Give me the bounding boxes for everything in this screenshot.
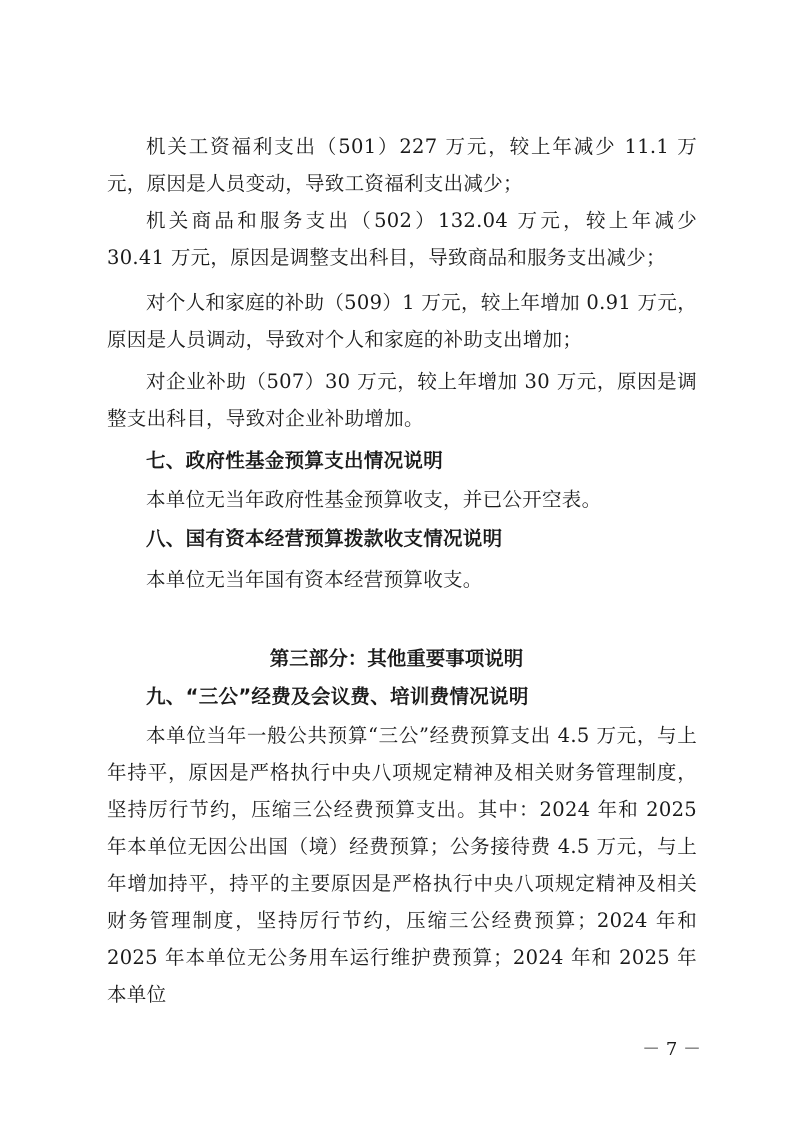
- paragraph-enterprise-subsidy: 对企业补助（507）30 万元，较上年增加 30 万元，原因是调整支出科目，导致对企业补助增加。: [107, 370, 697, 430]
- part-3-title: 第三部分：其他重要事项说明: [269, 647, 524, 670]
- paragraph-wage-welfare-expenditure: 机关工资福利支出（501）227 万元，较上年减少 11.1 万元，原因是人员变动，导致工资福利支出减少；: [107, 135, 697, 195]
- section-9-heading: 九、“三公”经费及会议费、培训费情况说明: [146, 685, 529, 708]
- section-9-body: 本单位当年一般公共预算“三公”经费预算支出 4.5 万元，与上年持平，原因是严格执行中央八项规定精神及相关财务管理制度，坚持厉行节约，压缩三公经费预算支出。其中：2024 年和 2025 年本单位无因公出国（境）经费预算；公务接待费 4.5 万元，与上年增加持平，持平的主要原因是严格执行中央八项规定精神及相关财务管理制度，坚持厉行节约，压缩三公经费预算；2024 年和 2025 年本单位无公务用车运行维护费预算；2024 年和 2025 年本单位: [107, 724, 697, 1006]
- paragraph-household-subsidy: 对个人和家庭的补助（509）1 万元，较上年增加 0.91 万元，原因是人员调动，导致对个人和家庭的补助支出增加；: [107, 291, 697, 351]
- page-number: － 7 －: [642, 1039, 701, 1060]
- section-8-body: 本单位无当年国有资本经营预算收支。: [146, 568, 483, 591]
- section-7-heading: 七、政府性基金预算支出情况说明: [146, 449, 444, 472]
- section-8-heading: 八、国有资本经营预算拨款收支情况说明: [146, 527, 503, 550]
- section-7-body: 本单位无当年政府性基金预算收支，并已公开空表。: [146, 488, 602, 511]
- paragraph-goods-services-expenditure: 机关商品和服务支出（502）132.04 万元，较上年减少 30.41 万元，原因是调整支出科目，导致商品和服务支出减少；: [107, 209, 697, 269]
